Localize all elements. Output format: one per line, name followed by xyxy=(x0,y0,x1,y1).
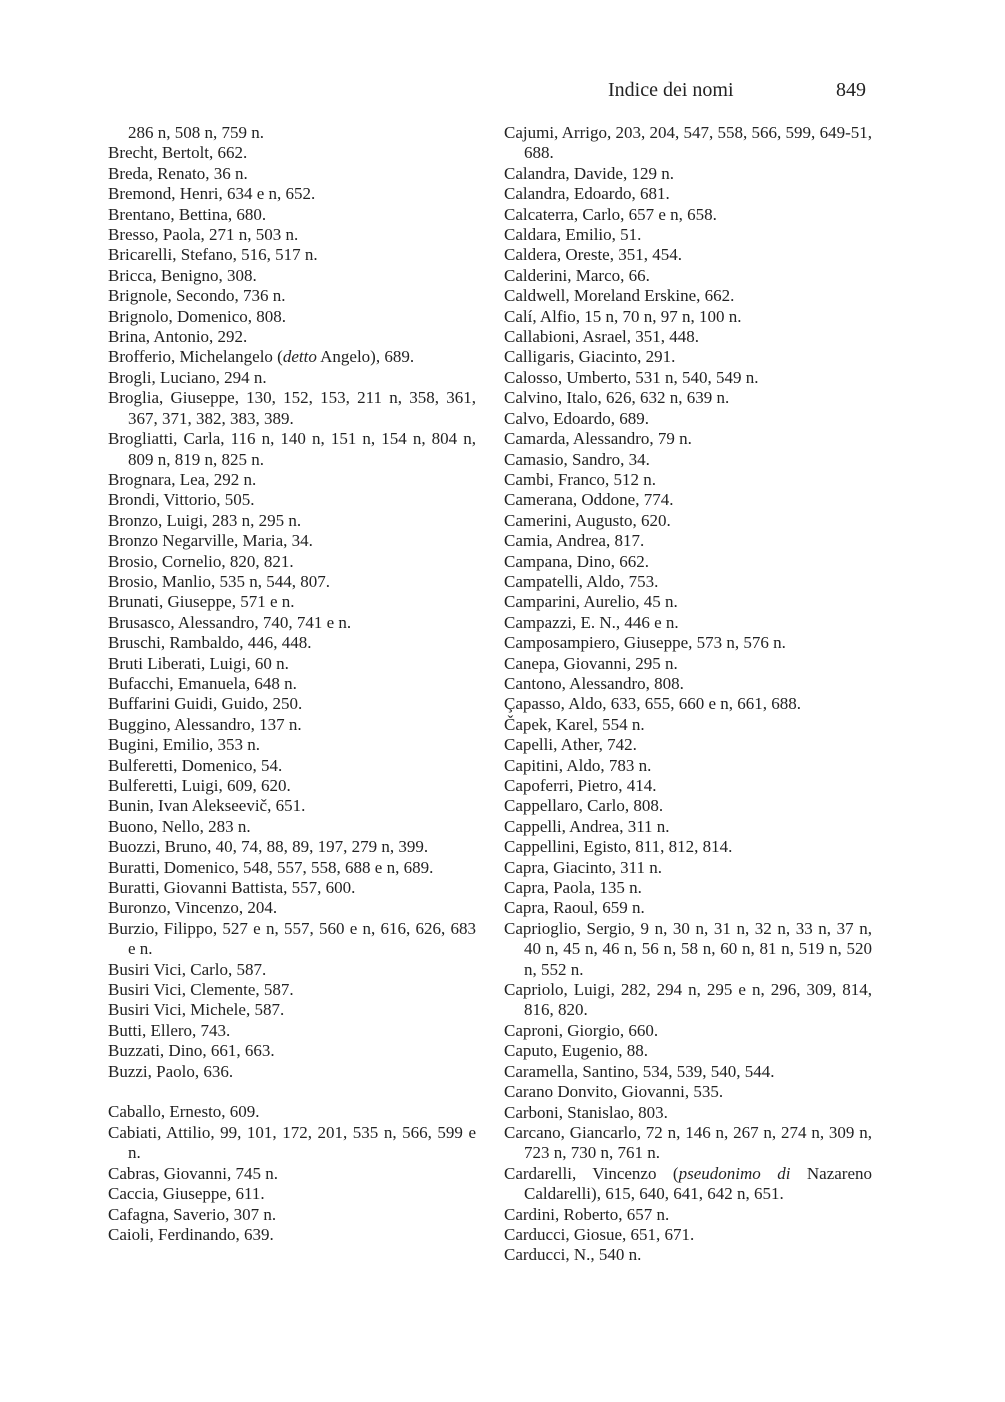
index-entry: Brentano, Bettina, 680. xyxy=(108,204,267,224)
index-entry: Brofferio, Michelangelo (detto Angelo), 689. xyxy=(108,347,415,367)
index-column-right xyxy=(504,123,872,1266)
index-entry: Bronzo Negarville, Maria, 34. xyxy=(108,531,313,551)
index-entry: Capitini, Aldo, 783 n. xyxy=(504,755,652,775)
index-entry: Bresso, Paola, 271 n, 503 n. xyxy=(108,225,299,245)
index-entry: Cafagna, Saverio, 307 n. xyxy=(108,1204,277,1224)
index-entry: Bufacchi, Emanuela, 648 n. xyxy=(108,673,297,693)
running-title: Indice dei nomi xyxy=(608,79,734,101)
index-entry: Cappellaro, Carlo, 808. xyxy=(504,796,664,816)
page-number: 849 xyxy=(836,79,866,101)
index-entry: Brunati, Giuseppe, 571 e n. xyxy=(108,592,295,612)
index-entry: Bronzo, Luigi, 283 n, 295 n. xyxy=(108,510,302,530)
index-entry: Caproni, Giorgio, 660. xyxy=(504,1020,659,1040)
index-entry: Campana, Dino, 662. xyxy=(504,551,649,571)
index-entry: Carano Donvito, Giovanni, 535. xyxy=(504,1082,724,1102)
index-entry: Buggino, Alessandro, 137 n. xyxy=(108,714,302,734)
index-entry: Bruschi, Rambaldo, 446, 448. xyxy=(108,633,312,653)
index-entry: Cappelli, Andrea, 311 n. xyxy=(504,816,670,836)
index-entry: Bugini, Emilio, 353 n. xyxy=(108,735,261,755)
index-entry: Caldwell, Moreland Erskine, 662. xyxy=(504,286,735,306)
index-entry: Cambi, Franco, 512 n. xyxy=(504,469,657,489)
index-entry: Cardarelli, Vincenzo (pseudonimo di Nazareno Caldarelli), 615, 640, 641, 642 n, 651. xyxy=(504,1163,873,1204)
index-entry: Broglia, Giuseppe, 130, 152, 153, 211 n, 358, 361, 367, 371, 382, 383, 389. xyxy=(108,388,476,428)
index-entry: Brogliatti, Carla, 116 n, 140 n, 151 n, 154 n, 804 n, 809 n, 819 n, 825 n. xyxy=(108,429,476,469)
index-entry: Carducci, Giosue, 651, 671. xyxy=(504,1224,695,1244)
index-entry: Buzzi, Paolo, 636. xyxy=(108,1061,234,1081)
index-entry: Brosio, Cornelio, 820, 821. xyxy=(108,551,294,571)
index-entry: Camarda, Alessandro, 79 n. xyxy=(504,429,692,449)
index-entry: Bricca, Benigno, 308. xyxy=(108,265,257,285)
index-entry: Calligaris, Giacinto, 291. xyxy=(504,347,676,367)
index-entry: Burzio, Filippo, 527 e n, 557, 560 e n, 616, 626, 683 e n. xyxy=(108,918,476,959)
index-entry: Brina, Antonio, 292. xyxy=(108,327,248,347)
index-entry: Bulferetti, Luigi, 609, 620. xyxy=(108,776,291,795)
index-entry: 286 n, 508 n, 759 n. xyxy=(128,123,264,142)
index-entry: Calandra, Davide, 129 n. xyxy=(504,163,674,183)
index-entry: Capra, Paola, 135 n. xyxy=(504,878,642,898)
index-entry: Camerini, Augusto, 620. xyxy=(504,510,671,530)
index-entry: Cantono, Alessandro, 808. xyxy=(504,673,684,693)
index-entry: Capra, Giacinto, 311 n. xyxy=(504,857,662,877)
index-entry: Caccia, Giuseppe, 611. xyxy=(108,1184,265,1204)
index-entry: Buratti, Giovanni Battista, 557, 600. xyxy=(108,878,356,898)
index-entry: Brosio, Manlio, 535 n, 544, 807. xyxy=(108,571,330,591)
index-entry: Caramella, Santino, 534, 539, 540, 544. xyxy=(504,1061,775,1081)
index-entry: Caioli, Ferdinando, 639. xyxy=(108,1224,274,1244)
section-gap xyxy=(108,1082,476,1102)
index-entry: Calí, Alfio, 15 n, 70 n, 97 n, 100 n. xyxy=(504,306,742,326)
index-entry: Calvino, Italo, 626, 632 n, 639 n. xyxy=(504,388,730,408)
index-entry: Brecht, Bertolt, 662. xyxy=(108,143,248,163)
index-entry: Campazzi, E. N., 446 e n. xyxy=(504,612,679,632)
index-entry: Caprioglio, Sergio, 9 n, 30 n, 31 n, 32 n, 33 n, 37 n, 40 n, 45 n, 46 n, 56 n, 58 n, 60 n, 81 n, 519 n, 520 n, 552 n. xyxy=(504,918,872,979)
index-entry: Caballo, Ernesto, 609. xyxy=(108,1102,260,1122)
index-entry: Brignolo, Domenico, 808. xyxy=(108,306,287,326)
index-entry: Carducci, N., 540 n. xyxy=(504,1245,642,1265)
index-entry: Cabras, Giovanni, 745 n. xyxy=(108,1163,278,1183)
index-entry: Canepa, Giovanni, 295 n. xyxy=(504,653,678,673)
index-entry: Capelli, Ather, 742. xyxy=(504,735,637,755)
index-entry: Bricarelli, Stefano, 516, 517 n. xyxy=(108,245,318,265)
index-entry: Bulferetti, Domenico, 54. xyxy=(108,755,283,775)
index-entry: Capoferri, Pietro, 414. xyxy=(504,776,657,795)
index-entry: Calcaterra, Carlo, 657 e n, 658. xyxy=(504,204,717,224)
index-entry: Brogli, Luciano, 294 n. xyxy=(108,367,267,387)
index-column-left xyxy=(108,123,476,1245)
index-entry: Cabiati, Attilio, 99, 101, 172, 201, 535 n, 566, 599 e n. xyxy=(108,1122,476,1163)
index-entry: Carcano, Giancarlo, 72 n, 146 n, 267 n, 274 n, 309 n, 723 n, 730 n, 761 n. xyxy=(504,1122,872,1163)
index-entry: Camia, Andrea, 817. xyxy=(504,531,645,551)
index-entry: Camposampiero, Giuseppe, 573 n, 576 n. xyxy=(504,633,786,653)
index-entry: Čapek, Karel, 554 n. xyxy=(504,714,645,734)
index-entry: Bremond, Henri, 634 e n, 652. xyxy=(108,184,316,204)
index-entry: Buffarini Guidi, Guido, 250. xyxy=(108,694,303,714)
index-entry: Cajumi, Arrigo, 203, 204, 547, 558, 566, 599, 649-51, 688. xyxy=(504,123,872,163)
index-entry: Camparini, Aurelio, 45 n. xyxy=(504,592,678,612)
index-entry: Butti, Ellero, 743. xyxy=(108,1020,231,1040)
index-entry: Brondi, Vittorio, 505. xyxy=(108,490,255,510)
index-entry: Brognara, Lea, 292 n. xyxy=(108,469,257,489)
index-entry: Calosso, Umberto, 531 n, 540, 549 n. xyxy=(504,367,759,387)
index-entry: Caldara, Emilio, 51. xyxy=(504,225,642,245)
index-entry: Callabioni, Asrael, 351, 448. xyxy=(504,327,700,347)
index-entry: Caldera, Oreste, 351, 454. xyxy=(504,245,682,265)
index-entry: Brignole, Secondo, 736 n. xyxy=(108,286,286,306)
index-entry: Busiri Vici, Carlo, 587. xyxy=(108,959,267,979)
index-entry: Capra, Raoul, 659 n. xyxy=(504,898,645,918)
index-entry: Buozzi, Bruno, 40, 74, 88, 89, 197, 279 n, 399. xyxy=(108,837,429,857)
index-entry: Cappellini, Egisto, 811, 812, 814. xyxy=(504,837,733,857)
index-entry: Buzzati, Dino, 661, 663. xyxy=(108,1041,275,1061)
index-entry: Buono, Nello, 283 n. xyxy=(108,816,251,836)
index-entry: Busiri Vici, Michele, 587. xyxy=(108,1000,285,1020)
index-entry: Buronzo, Vincenzo, 204. xyxy=(108,898,278,918)
index-entry: Calderini, Marco, 66. xyxy=(504,265,650,285)
index-entry: Caputo, Eugenio, 88. xyxy=(504,1041,649,1061)
index-entry: Çapasso, Aldo, 633, 655, 660 e n, 661, 688. xyxy=(504,694,802,714)
index-entry: Cardini, Roberto, 657 n. xyxy=(504,1204,670,1224)
index-entry: Carboni, Stanislao, 803. xyxy=(504,1102,668,1122)
index-entry: Camasio, Sandro, 34. xyxy=(504,449,650,469)
index-entry: Brusasco, Alessandro, 740, 741 e n. xyxy=(108,612,352,632)
index-entry: Buratti, Domenico, 548, 557, 558, 688 e n, 689. xyxy=(108,857,434,877)
index-entry: Bruti Liberati, Luigi, 60 n. xyxy=(108,653,289,673)
index-entry: Calvo, Edoardo, 689. xyxy=(504,408,649,428)
index-entry: Campatelli, Aldo, 753. xyxy=(504,571,659,591)
index-entry: Busiri Vici, Clemente, 587. xyxy=(108,980,294,1000)
running-header xyxy=(0,79,1005,109)
index-entry: Calandra, Edoardo, 681. xyxy=(504,184,670,204)
index-entry: Capriolo, Luigi, 282, 294 n, 295 e n, 296, 309, 814, 816, 820. xyxy=(504,980,872,1020)
index-entry: Camerana, Oddone, 774. xyxy=(504,490,674,510)
index-entry: Breda, Renato, 36 n. xyxy=(108,163,248,183)
index-entry: Bunin, Ivan Alekseevič, 651. xyxy=(108,796,306,816)
